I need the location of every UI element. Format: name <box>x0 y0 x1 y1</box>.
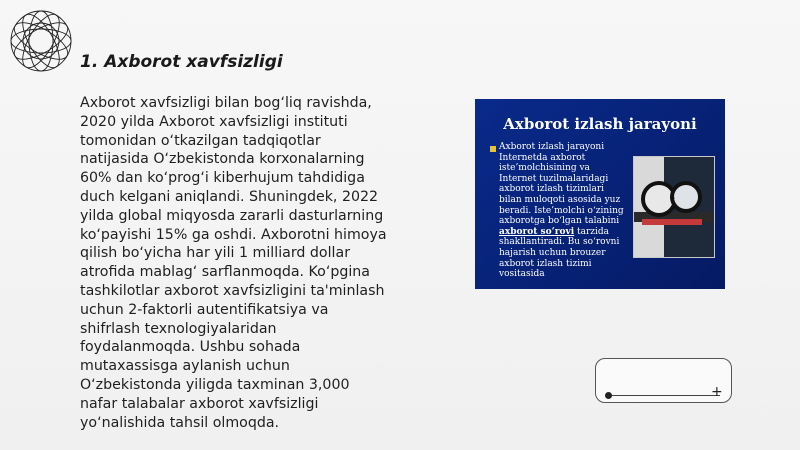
embedded-slide-thumbnail <box>475 99 725 289</box>
glasses-photo <box>633 156 715 258</box>
slider-knob[interactable] <box>605 392 612 399</box>
thumbnail-title: Axborot izlash jarayoni <box>503 115 697 133</box>
slider-track[interactable] <box>608 395 720 396</box>
thumbnail-text <box>499 142 624 280</box>
slider-control[interactable] <box>595 358 732 403</box>
plus-icon[interactable]: + <box>711 384 723 400</box>
circular-ornament-icon <box>6 6 76 76</box>
slide-title: 1. Axborot xavfsizligi <box>80 52 283 72</box>
square-bullet-icon <box>489 145 497 153</box>
slide-body-text: Axborot xavfsizligi bilan bog‘liq ravishda, 2020 yilda Axborot xavfsizligi instituti tomonidan o‘tkazilgan tadqiqotlar natijasida O‘zbekistonda korxonalarning 60% dan ko‘prog‘i kiberhujum tahdidiga duch kelgani aniqlandi. Shuningdek, 2022 yilda global miqyosda zararli dasturlarning ko‘payishi 15% ga oshdi. Axborotni himoya qilish bo‘yicha har yili 1 milliard dollar atrofida mablag‘ sarflanmoqda. Ko‘pgina tashkilotlar axborot xavfsizligini ta'minlash uchun 2-faktorli autentifikatsiya va shifrlash texnologiyalaridan foydalanmoqda. Ushbu sohada mutaxassisga aylanish uchun O‘zbekistonda yiligda taxminan 3,000 nafar talabalar axborot xavfsizligi yo‘nalishida tahsil olmoqda. <box>80 95 387 431</box>
thumbnail-keyword: axborot so‘rovi <box>499 226 575 237</box>
thumbnail-text-after: tarzida shakllantiradi. Bu so‘rovni hajarish uchun brouzer axborot izlash tizimi vositasida <box>499 226 620 280</box>
thumbnail-text-before: Axborot izlash jarayoni Internetda axborot iste’molchisining va Internet tuzilmalaridagi axborot izlash tizimlari bilan muloqoti asosida yuz beradi. Iste’molchi o‘zining axborotga bo‘lgan talabini <box>499 142 624 227</box>
